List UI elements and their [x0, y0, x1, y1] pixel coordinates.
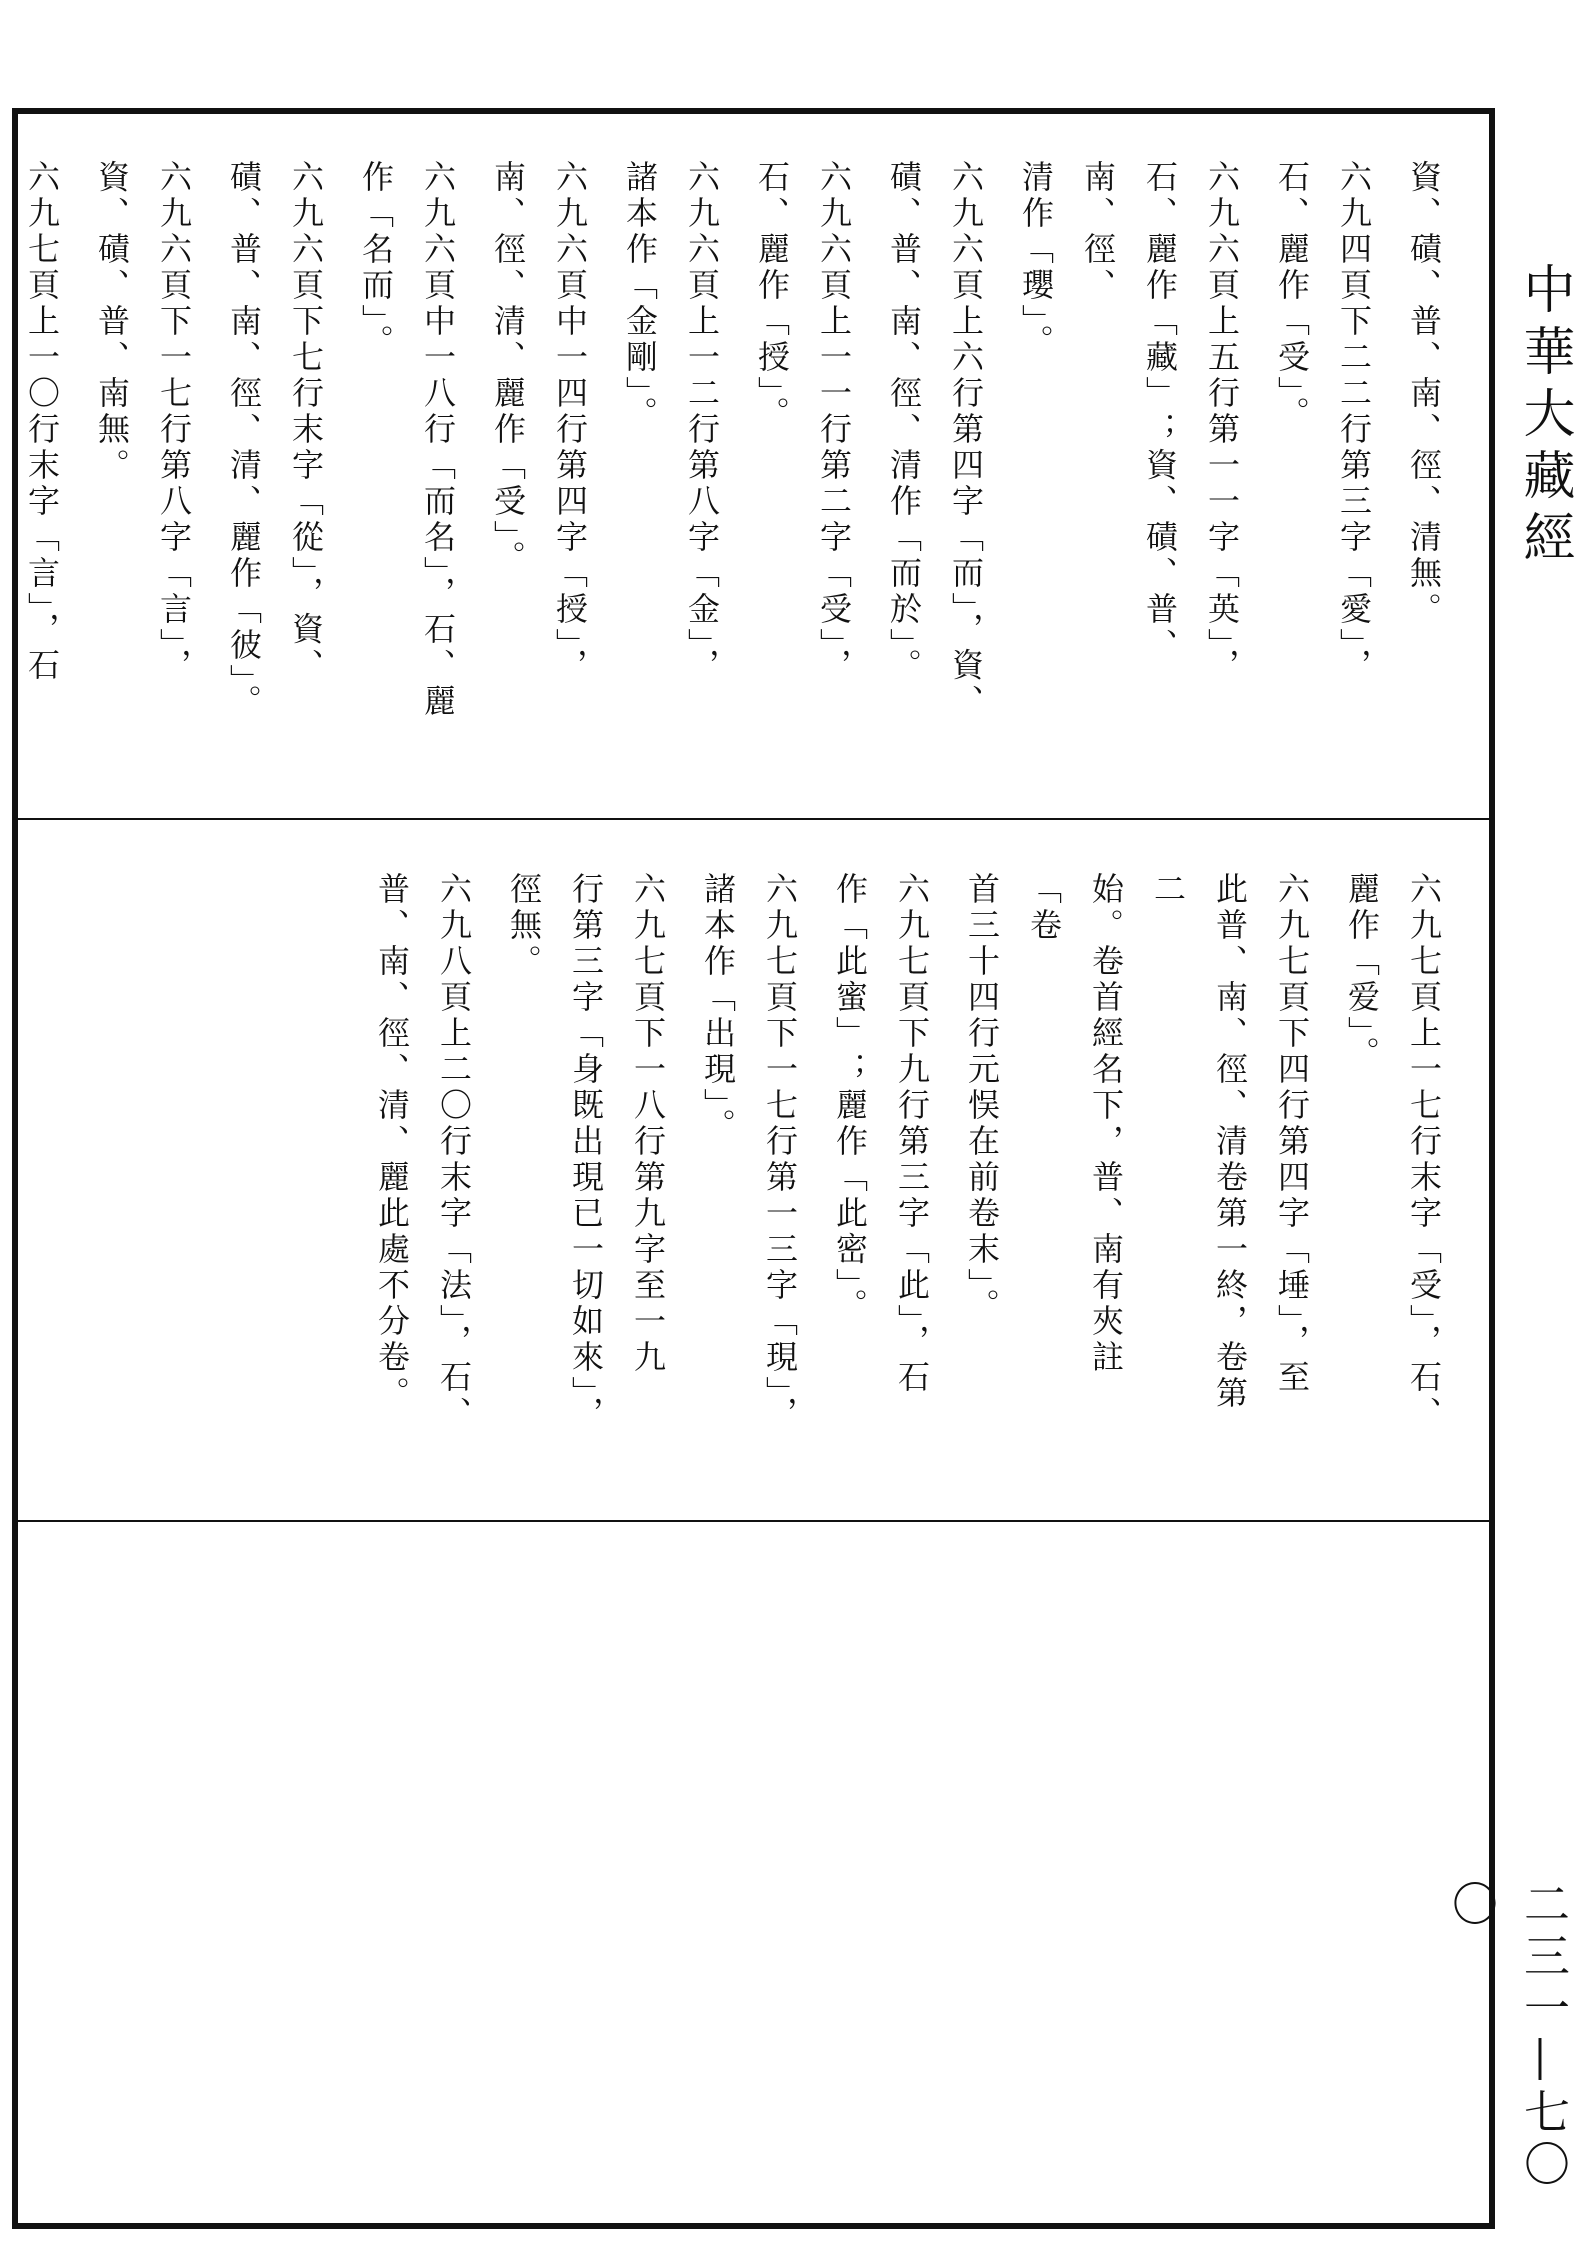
- note: [819, 872, 943, 1492]
- note: [609, 160, 733, 800]
- note: [345, 160, 469, 800]
- notes-list: [23, 160, 1455, 800]
- note: [1261, 160, 1385, 800]
- collation-notes-lower: [50, 872, 1455, 1492]
- note: [493, 872, 679, 1492]
- note: [1005, 160, 1253, 800]
- section-divider-bottom: [12, 1520, 1495, 1522]
- notes-list: [50, 872, 1455, 1492]
- note: [477, 160, 601, 800]
- section-divider-top: [12, 818, 1495, 820]
- note: [1393, 160, 1455, 800]
- note-text: 六九六頁上一一行第二字「受」， 石、麗作「授」。: [753, 160, 853, 684]
- note-text: 六九七頁上一〇行末字「言」，石: [23, 160, 61, 684]
- note-text: 六九七頁下九行第三字「此」，石 作「此蜜」；麗作「此密」。: [831, 872, 931, 1396]
- note: [361, 872, 485, 1492]
- note-text: 六九六頁中一八行「而名」，石、麗 作「名而」。: [357, 160, 457, 720]
- note-text: 六九七頁下一七行第一三字「現」， 諸本作「出現」。: [699, 872, 799, 1432]
- note: [741, 160, 865, 800]
- note: [213, 160, 337, 800]
- collation-notes-upper: [23, 160, 1455, 800]
- note: [951, 872, 1323, 1492]
- note: [687, 872, 811, 1492]
- note-text: 六九六頁上一二行第八字「金」， 諸本作「金剛」。: [621, 160, 721, 684]
- note-text: 六九六頁上六行第四字「而」，資、 磧、普、南、徑、清作「而於」。: [885, 160, 985, 720]
- running-title: 中華大藏經: [1514, 262, 1574, 572]
- note-text: 六九四頁下二二行第三字「愛」， 石、麗作「受」。: [1273, 160, 1373, 684]
- note-text: 六九六頁下一七行第八字「言」， 資、磧、普、南無。: [93, 160, 193, 684]
- note-text: 資、磧、普、南、徑、清無。: [1405, 160, 1443, 628]
- note-text: 六九七頁下一八行第九字至一九 行第三字「身既出現已一切如來」， 徑無。: [505, 872, 667, 1432]
- note-text: 六九七頁上一七行末字「受」，石、 麗作「爱」。: [1343, 872, 1443, 1432]
- note: [81, 160, 205, 800]
- note-text: 六九六頁下七行末字「從」，資、 磧、普、南、徑、清、麗作「彼」。: [225, 160, 325, 720]
- note: [0, 160, 73, 800]
- page-number: 二三一—七〇〇: [1445, 1880, 1571, 2192]
- note: [1331, 872, 1455, 1492]
- note-text: 六九七頁下四行第四字「埵」，至 此普、南、徑、清卷第一終，卷第二 始。卷首經名下，普、南有夾註「卷 首三十四行元悮在前卷末」。: [963, 872, 1311, 1412]
- note-text: 六九八頁上二〇行末字「法」，石、 普、南、徑、清、麗此處不分卷。: [373, 872, 473, 1432]
- note-text: 六九六頁上五行第一一字「英」， 石、麗作「藏」；資、磧、普、南、徑、 清作「瓔」。: [1017, 160, 1241, 684]
- note: [873, 160, 997, 800]
- note-text: 六九六頁中一四行第四字「授」， 南、徑、清、麗作「受」。: [489, 160, 589, 684]
